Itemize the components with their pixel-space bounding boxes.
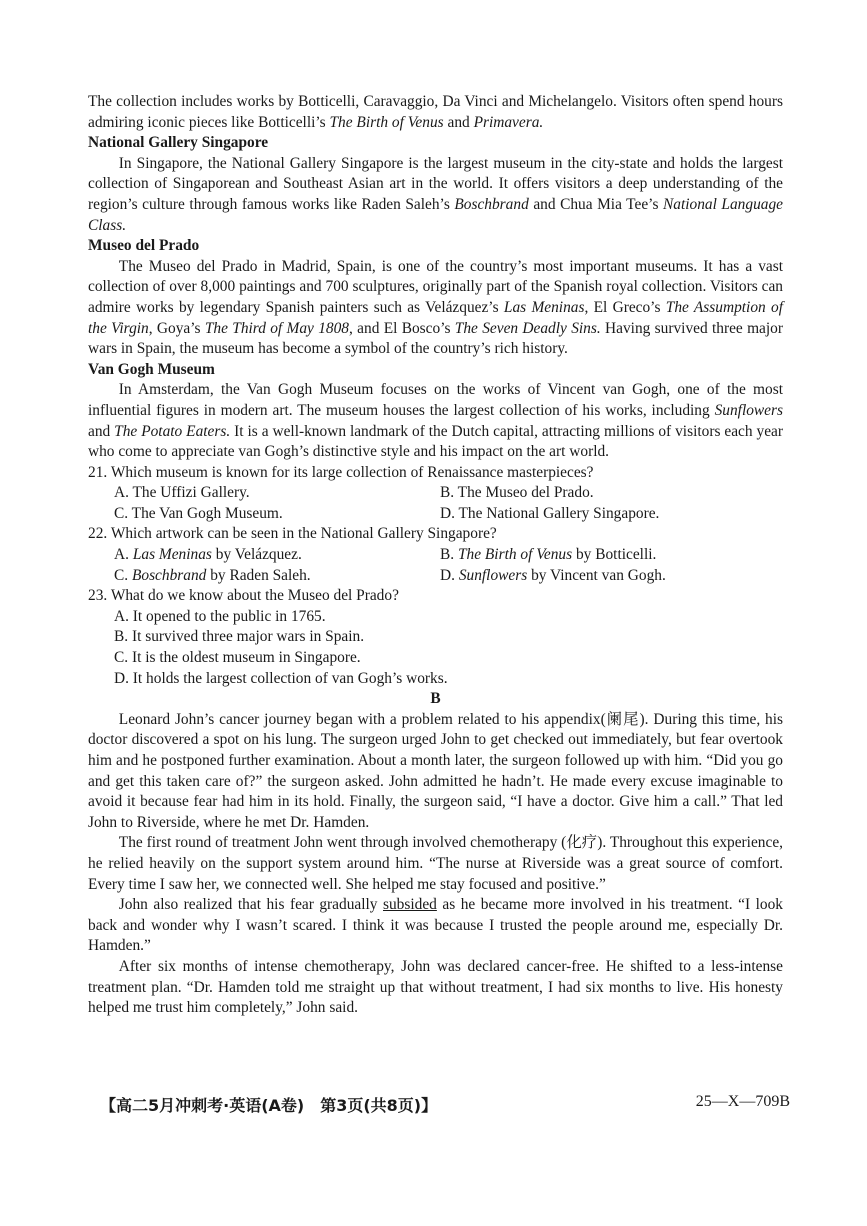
italic-title: The Birth of Venus <box>329 113 444 131</box>
intro-paragraph <box>88 92 783 133</box>
text-run: It is a well-known landmark of the Dutch capital, attracting millions of visitors each year who come to appreciate van Gogh’s distinctive style and his impact on the art world. <box>88 422 783 461</box>
section-b-label: B <box>430 690 441 708</box>
italic-title: National Language Class. <box>88 195 783 234</box>
italic-title: Las Meninas <box>503 298 585 316</box>
answer-option[interactable] <box>440 483 766 504</box>
italic-title: The Seven Deadly Sins. <box>454 319 601 337</box>
museum-sections <box>88 133 783 463</box>
underlined-word: subsided <box>383 896 437 914</box>
italic-title: The Birth of Venus <box>457 546 573 564</box>
text-run: , and El Bosco’s <box>349 319 455 337</box>
text-run: Having survived three major wars in Spain, the museum has become a symbol of the country’s rich history. <box>88 319 783 358</box>
italic-title: Boschbrand <box>131 566 207 584</box>
option-row <box>88 504 783 525</box>
text-run: by Vincent van Gogh. <box>527 566 666 584</box>
passage-b-paragraph <box>88 957 783 1019</box>
text-run: D. <box>440 566 459 584</box>
question-stem <box>88 524 783 545</box>
text-run: A. The Uffizi Gallery. <box>114 484 250 502</box>
italic-title: Sunflowers <box>458 566 528 584</box>
text-run: D. The National Gallery Singapore. <box>440 504 660 522</box>
answer-option[interactable] <box>88 648 783 669</box>
section-paragraph <box>88 380 783 462</box>
question-number: 22. <box>88 525 108 543</box>
exam-page <box>88 92 783 1019</box>
passage-b <box>88 710 783 1019</box>
answer-option[interactable] <box>114 483 440 504</box>
text-run: and <box>88 422 115 440</box>
question-stem <box>88 586 783 607</box>
answer-option[interactable] <box>440 504 766 525</box>
text-run: and <box>443 113 474 131</box>
italic-title: The Assumption of the Virgin <box>88 298 783 337</box>
italic-title: Las Meninas <box>132 546 212 564</box>
text-run: C. <box>114 566 132 584</box>
text-run: and Chua Mia Tee’s <box>528 195 663 213</box>
answer-option[interactable] <box>114 545 440 566</box>
text-run: The collection includes works by Botticelli, Caravaggio, Da Vinci and Michelangelo. Visitors often spend hours admiring iconic pieces like Botticelli’s <box>88 93 783 131</box>
answer-option[interactable] <box>88 627 783 648</box>
passage-b-paragraph <box>88 710 783 834</box>
section-heading: National Gallery Singapore <box>88 134 269 152</box>
text-run: A. It opened to the public in 1765. <box>114 607 326 625</box>
answer-option[interactable] <box>440 566 766 587</box>
answer-option[interactable] <box>88 669 783 690</box>
section-paragraph <box>88 154 783 236</box>
answer-option[interactable] <box>440 545 766 566</box>
page-footer <box>100 1093 790 1116</box>
passage-b-paragraph <box>88 833 783 895</box>
answer-option[interactable] <box>114 504 440 525</box>
section-paragraph <box>88 257 783 360</box>
italic-title: Primavera. <box>473 113 544 131</box>
text-run: B. It survived three major wars in Spain. <box>114 628 365 646</box>
italic-title: Boschbrand <box>454 195 529 213</box>
option-row <box>88 566 783 587</box>
italic-title: The Potato Eaters. <box>114 422 231 440</box>
option-row <box>88 483 783 504</box>
text-run: Leonard John’s cancer journey began with a problem related to his appendix(阑尾). During this time, his doctor discovered a spot on his lung. The surgeon urged John to get checked out immediately, but fear overtook him and he postponed further examination. About a month later, the surgeon followed up with him. “Did you go and get this taken care of?” the surgeon asked. John admitted he hadn’t. He made every excuse imaginable to avoid it because fear had him in its hold. Finally, the surgeon said, “I have a doctor. Give him a call.” That led John to Riverside, where he met Dr. Hamden. <box>88 710 783 831</box>
footer-title: 【高二5月冲刺考·英语(A卷) 第3页(共8页)】 <box>100 1096 438 1115</box>
section-heading: Van Gogh Museum <box>88 360 215 378</box>
text-run: C. The Van Gogh Museum. <box>114 504 283 522</box>
text-run: After six months of intense chemotherapy, John was declared cancer-free. He shifted to a less-intense treatment plan. “Dr. Hamden told me straight up that without treatment, I had six months to live. His honesty helped me trust him completely,” John said. <box>88 957 783 1017</box>
text-run: by Raden Saleh. <box>206 566 311 584</box>
questions-block <box>88 463 783 690</box>
question-stem <box>88 463 783 484</box>
text-run: John also realized that his fear gradually <box>118 896 383 914</box>
answer-option[interactable] <box>114 566 440 587</box>
text-run: as he became more involved in his treatment. “I look back and wonder why I wasn’t scared. I think it was because I trusted the people around me, especially Dr. Hamden.” <box>88 896 783 955</box>
footer-code: 25—X—709B <box>695 1093 790 1110</box>
option-row <box>88 545 783 566</box>
text-run: by Botticelli. <box>572 546 657 564</box>
question-number: 21. <box>88 463 108 481</box>
text-run: A. <box>114 546 133 564</box>
text-run: In Amsterdam, the Van Gogh Museum focuses on the works of Vincent van Gogh, one of the most influential figures in modern art. The museum houses the largest collection of his works, including <box>88 381 783 419</box>
text-run: The first round of treatment John went through involved chemotherapy (化疗). Throughout this experience, he relied heavily on the support system around him. “The nurse at Riverside was a great source of comfort. Every time I saw her, we connected well. She helped me stay focused and positive.” <box>88 834 783 893</box>
italic-title: The Third of May 1808 <box>204 319 349 337</box>
text-run: In Singapore, the National Gallery Singapore is the largest museum in the city-state and holds the largest collection of Singaporean and Southeast Asian art in the world. It offers visitors a deep understanding of the region’s culture through famous works like Raden Saleh’s <box>88 154 783 213</box>
text-run: B. <box>440 546 458 564</box>
text-run: by Velázquez. <box>211 546 302 564</box>
text-run: D. It holds the largest collection of van Gogh’s works. <box>114 669 448 687</box>
italic-title: Sunflowers <box>714 401 783 419</box>
passage-b-paragraph <box>88 895 783 957</box>
text-run: The Museo del Prado in Madrid, Spain, is one of the country’s most important museums. It has a vast collection of over 8,000 paintings and 700 sculptures, originally part of the Spanish royal collection. Visitors can admire works by legendary Spanish painters such as Velázquez’s <box>88 257 783 316</box>
question-text: Which artwork can be seen in the National Gallery Singapore? <box>110 525 497 543</box>
text-run: B. The Museo del Prado. <box>440 484 594 502</box>
section-heading: Museo del Prado <box>88 237 200 255</box>
text-run: , Goya’s <box>148 319 205 337</box>
question-text: Which museum is known for its large collection of Renaissance masterpieces? <box>110 463 594 481</box>
text-run: , El Greco’s <box>584 298 666 316</box>
question-text: What do we know about the Museo del Prado? <box>110 587 399 605</box>
question-number: 23. <box>88 587 108 605</box>
text-run: C. It is the oldest museum in Singapore. <box>114 649 361 667</box>
answer-option[interactable] <box>88 607 783 628</box>
